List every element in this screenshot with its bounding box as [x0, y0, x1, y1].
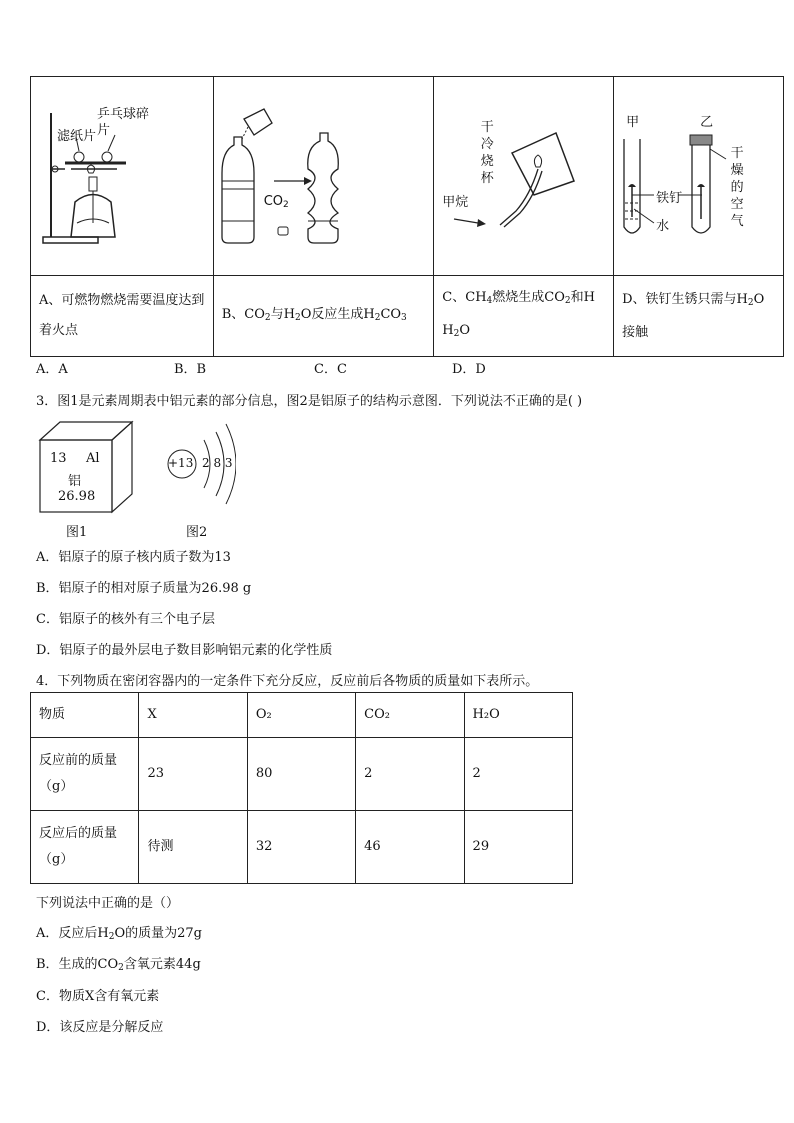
q4-option-b[interactable]: B．生成的$CO_2$含氧元素44g [36, 957, 201, 973]
q4-prompt: 下列说法中正确的是（） [36, 896, 180, 911]
q4-option-c[interactable]: C．物质X含有氧元素 [36, 989, 160, 1004]
table-header-cell: 物质 [31, 693, 139, 738]
q4-stem: 4．下列物质在密闭容器内的一定条件下充分反应，反应前后各物质的质量如下表所示。 [36, 674, 539, 689]
label-tube-yi: 乙 [700, 115, 714, 130]
mass-table [30, 692, 573, 884]
table-cell: 46 [356, 811, 464, 884]
q2-option-a[interactable]: A．A [36, 362, 68, 377]
experiment-table [30, 76, 784, 357]
element-mass: 26.98 [58, 489, 96, 504]
table-cell: 2 [356, 738, 464, 811]
element-number: 13 [50, 451, 67, 466]
q3-option-a[interactable]: A．铝原子的原子核内质子数为13 [36, 550, 231, 565]
caption-a: A、可燃物燃烧需要温度达到着火点 [31, 276, 214, 357]
caption-row [31, 276, 784, 357]
caption-b: B、$CO_2$与$H_2O$反应生成$H_2CO_3$ [213, 276, 434, 357]
figure-b-cell [213, 77, 434, 276]
label-dry-cold-beaker: 干冷烧杯 [480, 120, 494, 186]
atom-shells: 2 8 3 [202, 456, 233, 470]
table-header-cell: O₂ [247, 693, 355, 738]
label-filter-paper: 滤纸片 [57, 129, 97, 144]
table-header-cell: H₂O [464, 693, 572, 738]
table-header-cell: CO₂ [356, 693, 464, 738]
q2-option-d[interactable]: D．D [452, 362, 486, 377]
figure-row [31, 77, 784, 276]
figure-b-apparatus [214, 77, 435, 275]
element-name: 铝 [68, 474, 82, 489]
q3-option-d[interactable]: D．铝原子的最外层电子数目影响铝元素的化学性质 [36, 643, 333, 658]
table-cell: 32 [247, 811, 355, 884]
q4-option-a[interactable]: A．反应后$H_2O$的质量为27g [36, 926, 202, 942]
figure-2-label: 图2 [186, 525, 208, 540]
figure-1-label: 图1 [66, 525, 88, 540]
label-dry-air: 干燥的空气 [730, 146, 744, 229]
caption-d: D、铁钉生锈只需与$H_2O$接触 [614, 276, 784, 357]
q3-option-c[interactable]: C．铝原子的核外有三个电子层 [36, 612, 215, 627]
element-symbol: Al [86, 451, 100, 466]
q3-option-b[interactable]: B．铝原子的相对原子质量为26.98 g [36, 581, 252, 596]
table-cell: 2 [464, 738, 572, 811]
label-co2: $CO_2$ [263, 194, 289, 210]
row-label: 反应前的质量（g） [31, 738, 139, 811]
table-cell: 29 [464, 811, 572, 884]
table-cell: 23 [139, 738, 247, 811]
label-water: 水 [656, 219, 670, 234]
row-label: 反应后的质量（g） [31, 811, 139, 884]
q2-option-c[interactable]: C．C [314, 362, 347, 377]
q3-figures [36, 418, 236, 538]
table-row [31, 738, 573, 811]
q3-stem: 3．图1是元素周期表中铝元素的部分信息，图2是铝原子的结构示意图．下列说法不正确的是( ) [36, 394, 583, 409]
label-tube-jia: 甲 [626, 115, 640, 130]
table-cell: 待测 [139, 811, 247, 884]
table-header-row [31, 693, 573, 738]
table-header-cell: X [139, 693, 247, 738]
figure-d-cell [614, 77, 784, 276]
table-cell: 80 [247, 738, 355, 811]
label-pingpong: 乒乓球碎片 [97, 107, 150, 138]
label-methane: 甲烷 [442, 195, 469, 210]
figure-c-cell [434, 77, 614, 276]
caption-c: C、$CH_4$燃烧生成$CO_2$和H $H_2O$ [434, 276, 614, 357]
figure-d-apparatus [614, 77, 784, 275]
figure-c-apparatus [434, 77, 614, 275]
q2-option-b[interactable]: B．B [174, 362, 207, 377]
table-row [31, 811, 573, 884]
figure-a-cell [31, 77, 214, 276]
atom-nucleus: +13 [168, 456, 194, 470]
q4-option-d[interactable]: D．该反应是分解反应 [36, 1020, 164, 1035]
label-iron-nail: 铁钉 [656, 191, 683, 206]
